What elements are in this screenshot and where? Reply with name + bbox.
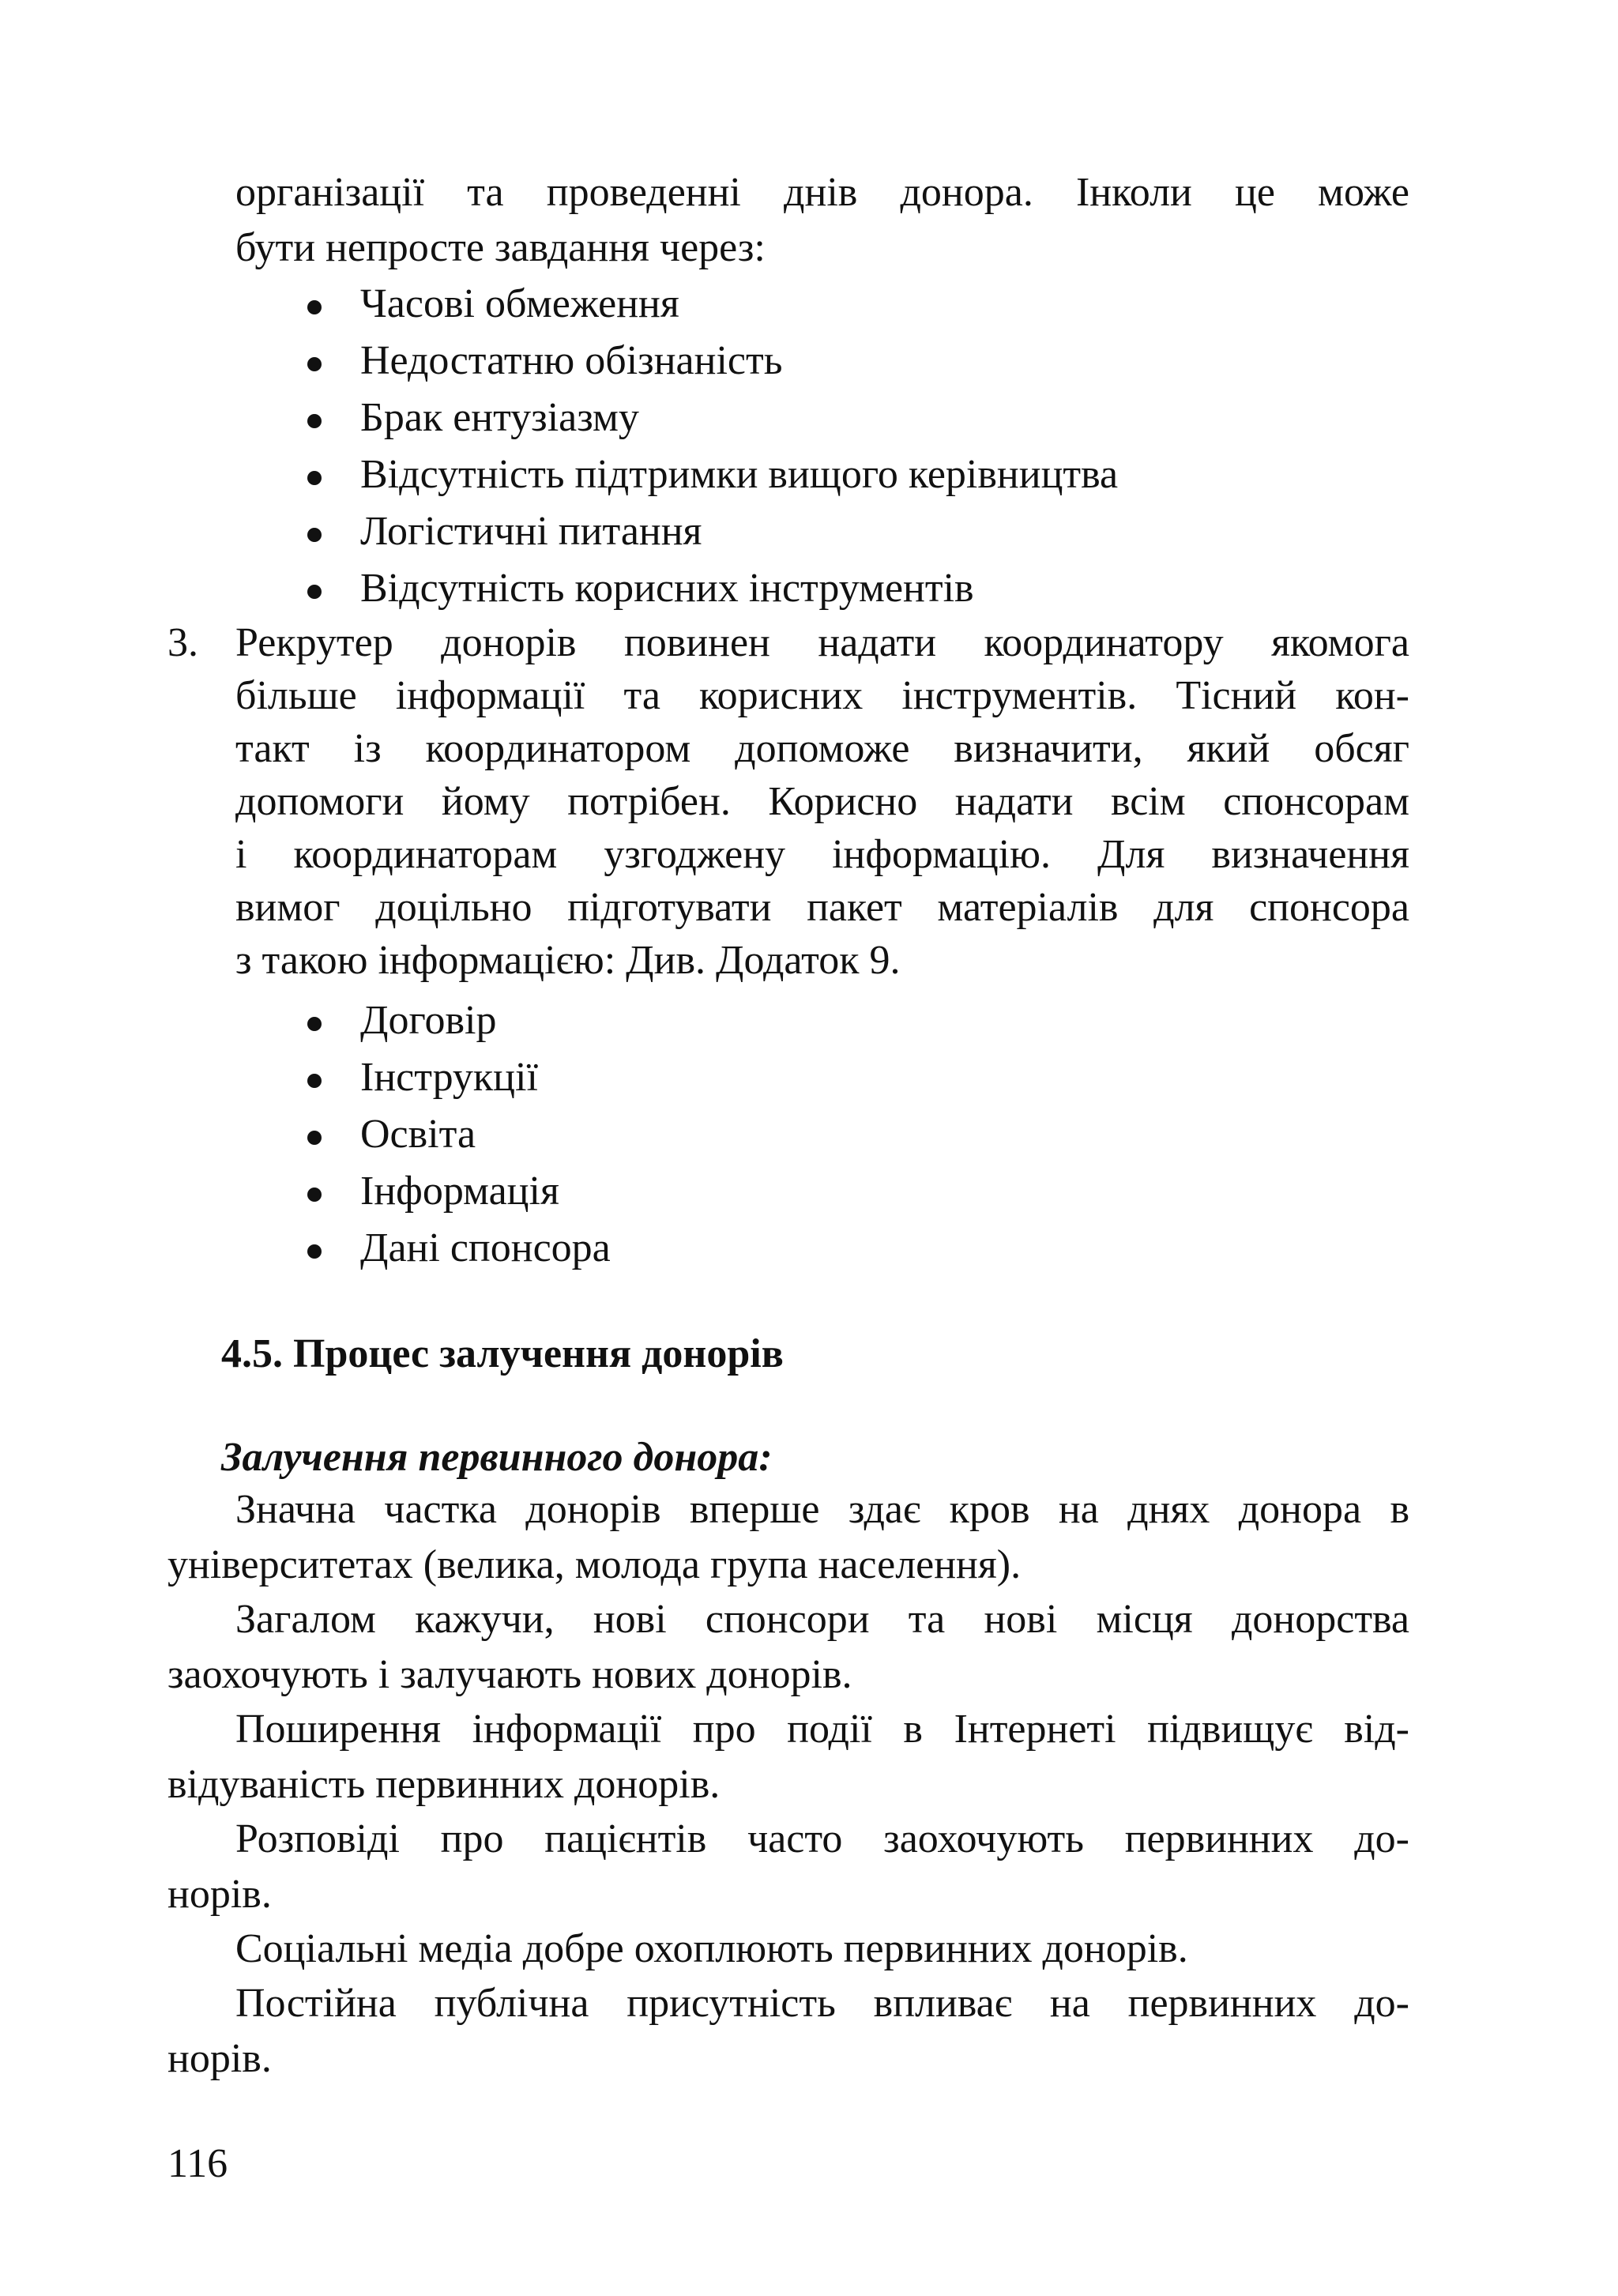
item3-line: такт із координатором допоможе визначити, який обсяг [235,726,1409,771]
bullet-item: Дані спонсора [360,1225,611,1270]
list-number: 3. [167,620,198,665]
bullet-item: Відсутність підтримки вищого керівництва [360,452,1119,497]
item3-line: допомоги йому потрібен. Корисно надати всім спонсорам [235,779,1409,824]
body-line: заохочують і залучають нових донорів. [167,1652,852,1697]
body-line: норів. [167,2036,272,2081]
bullet-item: Інструкції [360,1055,538,1100]
body-line: Значна частка донорів вперше здає кров на днях донора в [235,1487,1409,1532]
bullet-icon [307,300,322,314]
body-line: університетах (велика, молода група населення). [167,1542,1022,1587]
bullet-icon [307,528,322,542]
bullet-item: Логістичні питання [360,509,702,554]
bullet-icon [307,585,322,599]
page-number: 116 [167,2141,228,2186]
body-line: Соціальні медіа добре охоплюють первинних донорів. [235,1926,1188,1971]
body-line: відуваність первинних донорів. [167,1762,721,1807]
item3-line: більше інформації та корисних інструментів. Тісний кон- [235,673,1409,718]
bullet-icon [307,414,322,428]
body-line: Загалом кажучи, нові спонсори та нові місця донорства [235,1597,1409,1642]
section-subheading: Залучення первинного донора: [221,1435,773,1480]
bullet-item: Відсутність корисних інструментів [360,566,974,611]
item3-line: Рекрутер донорів повинен надати координатору якомога [235,620,1409,665]
body-line: Постійна публічна присутність впливає на первинних до- [235,1981,1409,2026]
bullet-item: Брак ентузіазму [360,395,639,440]
body-line: Розповіді про пацієнтів часто заохочують первинних до- [235,1816,1409,1861]
bullet-item: Недостатню обізнаність [360,338,783,383]
bullet-icon [307,1074,322,1088]
item3-line: вимог доцільно підготувати пакет матеріалів для спонсора [235,885,1409,930]
bullet-icon [307,471,322,485]
bullet-item: Договір [360,998,497,1043]
section-heading: 4.5. Процес залучення донорів [221,1331,784,1376]
bullet-icon [307,1017,322,1031]
item3-line: і координаторам узгоджену інформацію. Для визначення [235,832,1409,877]
intro-line: бути непросте завдання через: [235,225,766,270]
bullet-icon [307,357,322,371]
item3-line: з такою інформацією: Див. Додаток 9. [235,938,901,983]
bullet-item: Часові обмеження [360,281,679,326]
intro-line: організації та проведенні днів донора. Інколи це може [235,170,1409,215]
bullet-item: Освіта [360,1112,476,1157]
body-line: норів. [167,1872,272,1917]
bullet-icon [307,1131,322,1145]
bullet-item: Інформація [360,1169,559,1214]
body-line: Поширення інформації про події в Інтернеті підвищує від- [235,1707,1409,1752]
bullet-icon [307,1188,322,1202]
bullet-icon [307,1244,322,1259]
